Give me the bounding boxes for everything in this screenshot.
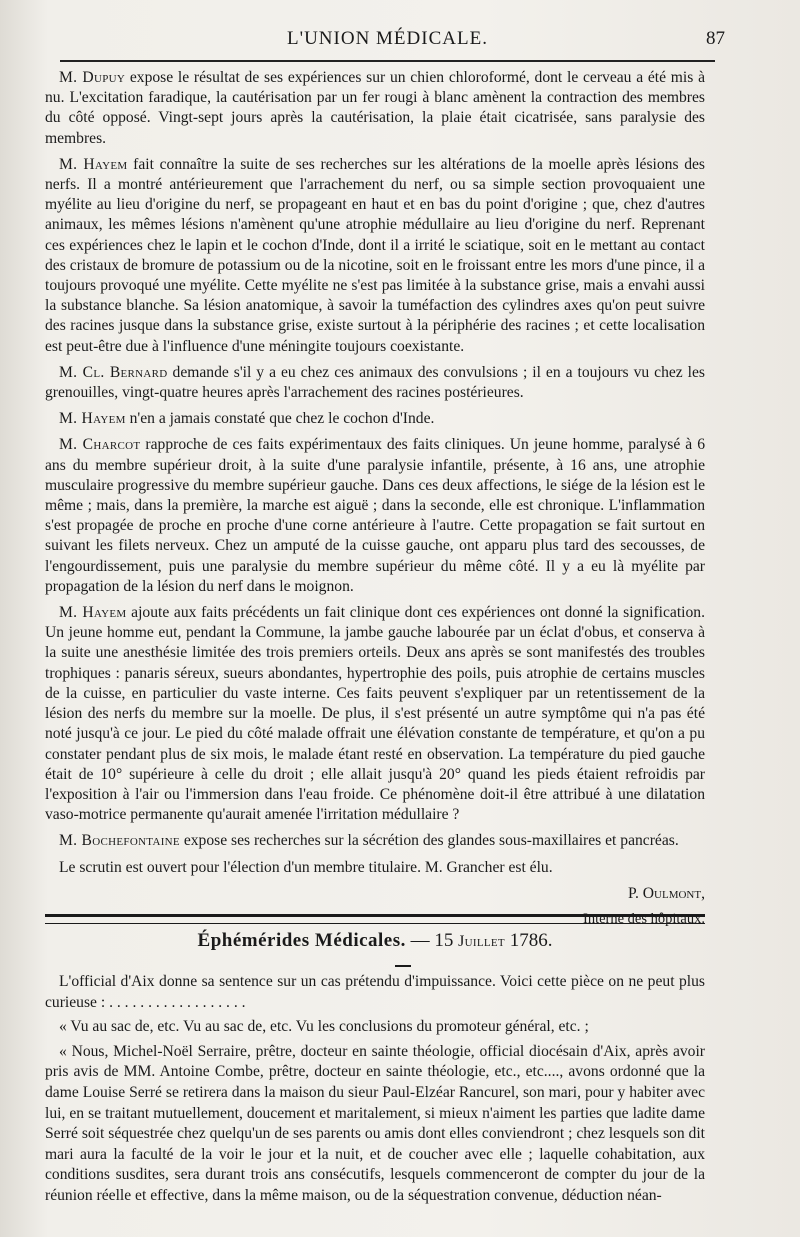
paragraph-text: rapproche de ces faits expérimentaux des faits cliniques. Un jeune homme, paralysé à 6 ans du membre supérieur droit, à la suite d'une paralysie infantile, présente, à 16 ans, une atrophie musculaire progressive du membre supérieur gauche. Dans ces deux affections, le siége de la lésion est le même ; mais, dans la première, la marche est aiguë ; dans la seconde, elle est chronique. L'inflammation s'est propagée de proche en proche d'une corne antérieure à l'autre. Cette propagation se fait surtout en suivant les filets nerveux. Chez un amputé de la cuisse gauche, ont apparu plus tard des secousses, de l'engourdissement, puis une paralysie du membre supérieur du même côté. Il y a eu là myélite par propagation de la lésion du nerf dans le moignon.	[45, 436, 705, 595]
paragraph-hayem-3	[45, 603, 705, 825]
section-divider	[45, 914, 705, 924]
paragraph-bernard	[45, 363, 705, 403]
paragraph-charcot	[45, 435, 705, 597]
ephemerides-paragraph-2: « Vu au sac de, etc. Vu au sac de, etc. Vu les conclusions du promoteur général, etc. ;	[59, 1018, 589, 1036]
section-date-day: 15	[434, 930, 459, 951]
paragraph-hayem-2	[45, 409, 705, 429]
speaker-name: M. Cl. Bernard	[59, 363, 168, 381]
section-dash: —	[405, 930, 435, 951]
paragraph-text: demande s'il y a eu chez ces animaux des convulsions ; il en a toujours vu chez les grenouilles, vingt-quatre heures après l'arrachement des racines postérieures.	[45, 363, 706, 402]
ephemerides-text	[45, 972, 705, 1211]
running-title: L'UNION MÉDICALE.	[287, 28, 488, 49]
society-report	[45, 68, 705, 935]
paragraph-text: expose le résultat de ses expériences sur un chien chloroformé, dont le cerveau a été mis à nu. L'excitation faradique, la cautérisation par un fer rougi à blanc amènent la contraction des membres du côté opposé. Vingt-sept jours après la cautérisation, la plaie était cicatrisée, sans paralysie des membres.	[45, 69, 705, 147]
signature-title: Interne des hôpitaux.	[582, 910, 705, 927]
speaker-name: M. Bochefontaine	[59, 832, 180, 850]
paragraph-text: Le scrutin est ouvert pour l'élection d'un membre titulaire. M. Grancher est élu.	[59, 858, 553, 876]
page-number: 87	[706, 28, 725, 49]
section-date-month: Juillet	[458, 933, 505, 950]
ephemerides-paragraph-1: L'official d'Aix donne sa sentence sur un cas prétendu d'impuissance. Voici cette pièce on ne peut plus curieuse : . . . . . . . . . . . . . . . . . .	[45, 973, 705, 1011]
section-heading	[45, 930, 705, 952]
paragraph-bochefontaine	[45, 831, 705, 851]
heading-dash	[395, 965, 411, 967]
paragraph-text: n'en a jamais constaté que chez le cochon d'Inde.	[125, 410, 435, 428]
speaker-name: M. Charcot	[59, 436, 141, 454]
section-date-year: 1786.	[504, 930, 553, 951]
paragraph-dupuy	[45, 68, 705, 149]
signature-name: P. Oulmont,	[628, 884, 705, 902]
speaker-name: M. Hayem	[59, 155, 128, 173]
ephemerides-paragraph-3: « Nous, Michel-Noël Serraire, prêtre, docteur en sainte théologie, official diocésain d'Aix, après avoir pris avis de MM. Antoine Combe, prêtre, docteur en sainte théologie, etc., etc...., avons ordonné que la dame Louise Serré se retirera dans la maison du sieur Paul-Elzéar Rancurel, son mari, pour y habiter avec lui, en se traitant mutuellement, doucement et maritalement, si mieux n'aiment les parties que ladite dame Serré soit séquestrée chez quelqu'un de ses parents ou amis dont elles conviendront ; chez lesquels son dit mari aura la faculté de la voir le jour et la nuit, et de coucher avec elle ; laquelle cohabitation, aux conditions susdites, sera durant trois ans consécutifs, lesquels commenceront de compter du jour de la réunion réelle et effective, dans la même maison, ou de la séquestration convenue, déduction néan-	[45, 1042, 705, 1204]
page-header	[60, 24, 725, 58]
speaker-name: M. Hayem	[59, 410, 126, 428]
speaker-name: M. Hayem	[59, 604, 127, 622]
speaker-name: M. Dupuy	[59, 69, 126, 86]
section-title: Éphémérides Médicales.	[197, 930, 406, 951]
paragraph-text: fait connaître la suite de ses recherches sur les altérations de la moelle après lésions des nerfs. Il a montré antérieurement que l'arrachement du nerf, ou sa simple section provoquaient une myélite au lieu d'origine du nerf, se propageant en haut et en bas du point d'origine ; que, chez d'autres animaux, les mêmes lésions n'amènent qu'une atrophie médullaire au lieu d'origine du nerf. Reprenant ces expériences chez le lapin et le cochon d'Inde, dont il a irrité le sciatique, soit en le mettant au contact des cristaux de bromure de potassium ou de la nicotine, soit en le froissant entre les mors d'une pince, il a toujours provoqué une myélite. Cette myélite ne s'est pas limitée à la substance grise, mais a envahi aussi la substance blanche. Sa lésion anatomique, à savoir la tuméfaction des cylindres axes qu'on peut suivre des racines jusque dans la substance grise, existe surtout à la périphérie des racines ; et cette localisation est peut-être due à l'influence d'une méningite toujours coexistante.	[45, 155, 705, 355]
paragraph-text: ajoute aux faits précédents un fait clinique dont ces expériences ont donné la signification. Un jeune homme eut, pendant la Commune, la jambe gauche labourée par un éclat d'obus, et conserva à la suite une anesthésie limitée des trois premiers orteils. Deux ans après se sont manifestés des troubles trophiques : panaris séreux, sueurs abondantes, hypertrophie des poils, puis atrophie de certains muscles de la cuisse, en particulier du vaste interne. Ces faits peuvent s'expliquer par un retentissement de la lésion des nerfs du membre sur la moelle. De plus, il s'est présenté un autre symptôme qui n'a pas été noté jusqu'à ce jour. Le pied du côté malade offrait une élévation constante de température, et qu'on a pu constater pendant plus de six mois, le malade étant resté en observation. La température du pied gauche était de 10° supérieure à celle du droit ; elle allait jusqu'à 20° quand les pieds étaient refroidis par l'exposition à l'air ou l'immersion dans l'eau froide. Ce phénomène doit-il être attribué à une dilatation vaso-motrice permanente qu'aurait amenée l'irritation médullaire ?	[45, 604, 705, 824]
paragraph-hayem-1	[45, 155, 705, 357]
header-rule	[60, 60, 715, 62]
paragraph-scrutin	[45, 858, 705, 878]
paragraph-text: expose ses recherches sur la sécrétion des glandes sous-maxillaires et pancréas.	[179, 832, 679, 850]
